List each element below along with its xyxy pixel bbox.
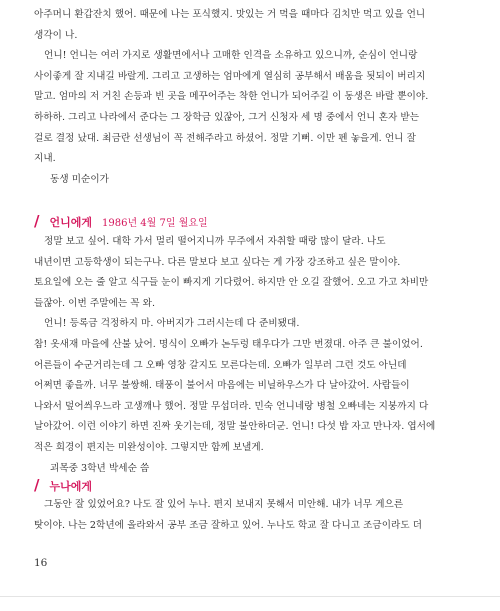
page-bottom-divider	[0, 596, 500, 597]
text-line: 날아갔어. 이런 이야기 하면 진짜 웃기는데, 정말 불안하더군. 언니! 다섯 밥 자고 만나자. 엽서에	[34, 421, 436, 433]
letter-signature: 동생 미순이가	[50, 173, 110, 185]
letter-signature: 괴목중 3학년 박세순 씀	[50, 462, 150, 474]
letter-continuation	[34, 5, 466, 190]
letter-2-body	[34, 495, 466, 536]
section-heading-1	[34, 212, 208, 230]
text-line: 나와서 덮어씌우느라 고생깨나 했어. 정말 무섭더라. 민숙 언니네랑 병철 오빠네는 지붕까지 다	[34, 400, 429, 412]
page-number: 16	[34, 557, 48, 569]
heading-date: 1986년 4월 7일 월요일	[102, 218, 208, 229]
section-heading-2	[34, 476, 92, 494]
text-line: 사이좋게 잘 지내길 바랄게. 그리고 고생하는 엄마에게 열심히 공부해서 배움을 됫되이 버리지	[34, 70, 426, 82]
text-line: 적은 희경이 편지는 미완성이야. 그렇지만 함께 보낼게.	[34, 441, 264, 453]
text-line: 하하하. 그리고 나라에서 준다는 그 장학금 있잖아, 그거 신청자 세 명 중에서 언니 혼자 받는	[34, 111, 420, 123]
text-line: 말고. 엄마의 저 거친 손등과 빈 곳을 메꾸어주는 착한 언니가 되어주길 이 동생은 바랄 뿐이야.	[34, 91, 429, 103]
letter-1-body	[34, 232, 466, 479]
text-line: 언니! 언니는 여러 가지로 생활면에서나 고매한 인격을 소유하고 있으니까, 순심이 언니랑	[44, 50, 418, 62]
text-line: 토요일에 오는 줄 알고 식구들 눈이 빠지게 기다렸어. 하지만 안 오길 잘했어. 오고 가고 차비만	[34, 277, 429, 289]
text-line: 내년이면 고등학생이 되는구나. 다른 말보다 보고 싶다는 게 가장 강조하고 싶은 말이야.	[34, 256, 401, 268]
text-line: 아주머니 환갑잔치 했어. 때문에 나는 포식했지. 맛있는 거 먹을 때마다 김치만 먹고 있을 언니	[34, 9, 426, 20]
text-line: 참! 옷새재 마을에 산불 났어. 명식이 오빠가 논두렁 태우다가 그만 번졌대. 아주 큰 불이었어.	[34, 338, 423, 350]
heading-title: 언니에게	[49, 216, 92, 229]
slash-mark-icon: /	[34, 476, 40, 494]
text-line: 걸로 결정 났대. 최금란 선생님이 꼭 전해주라고 하셨어. 정말 기뻐. 이만 펜 놓을게. 언니 잘	[34, 132, 416, 144]
heading-title: 누나에게	[49, 480, 92, 493]
text-line: 지내.	[34, 153, 56, 165]
text-line: 언니! 등록금 걱정하지 마. 아버지가 그러시는데 다 준비됐대.	[44, 318, 300, 330]
slash-mark-icon: /	[34, 212, 40, 230]
text-line: 어른들이 수군거리는데 그 오빠 영창 갈지도 모른다는데. 오빠가 일부러 그런 것도 아닌데	[34, 359, 407, 371]
text-line: 탓이야. 나는 2학년에 올라와서 공부 조금 잘하고 있어. 누나도 학교 잘 다니고 조금이라도 더	[34, 519, 423, 531]
text-line: 어쩌면 좋을까. 너무 불쌍해. 태풍이 불어서 마음에는 비닐하우스가 다 날아갔어. 사람들이	[34, 380, 410, 392]
text-line: 생각이 나.	[34, 29, 78, 41]
text-line: 들잖아. 이번 주말에는 꼭 와.	[34, 297, 156, 309]
text-line: 정말 보고 싶어. 대학 가서 멀리 떨어지니까 무주에서 자취할 때랑 많이 달라. 나도	[44, 236, 386, 247]
text-line: 그동안 잘 있었어요? 나도 잘 있어 누나. 편지 보내지 못해서 미안해. 내가 너무 게으른	[44, 499, 404, 510]
